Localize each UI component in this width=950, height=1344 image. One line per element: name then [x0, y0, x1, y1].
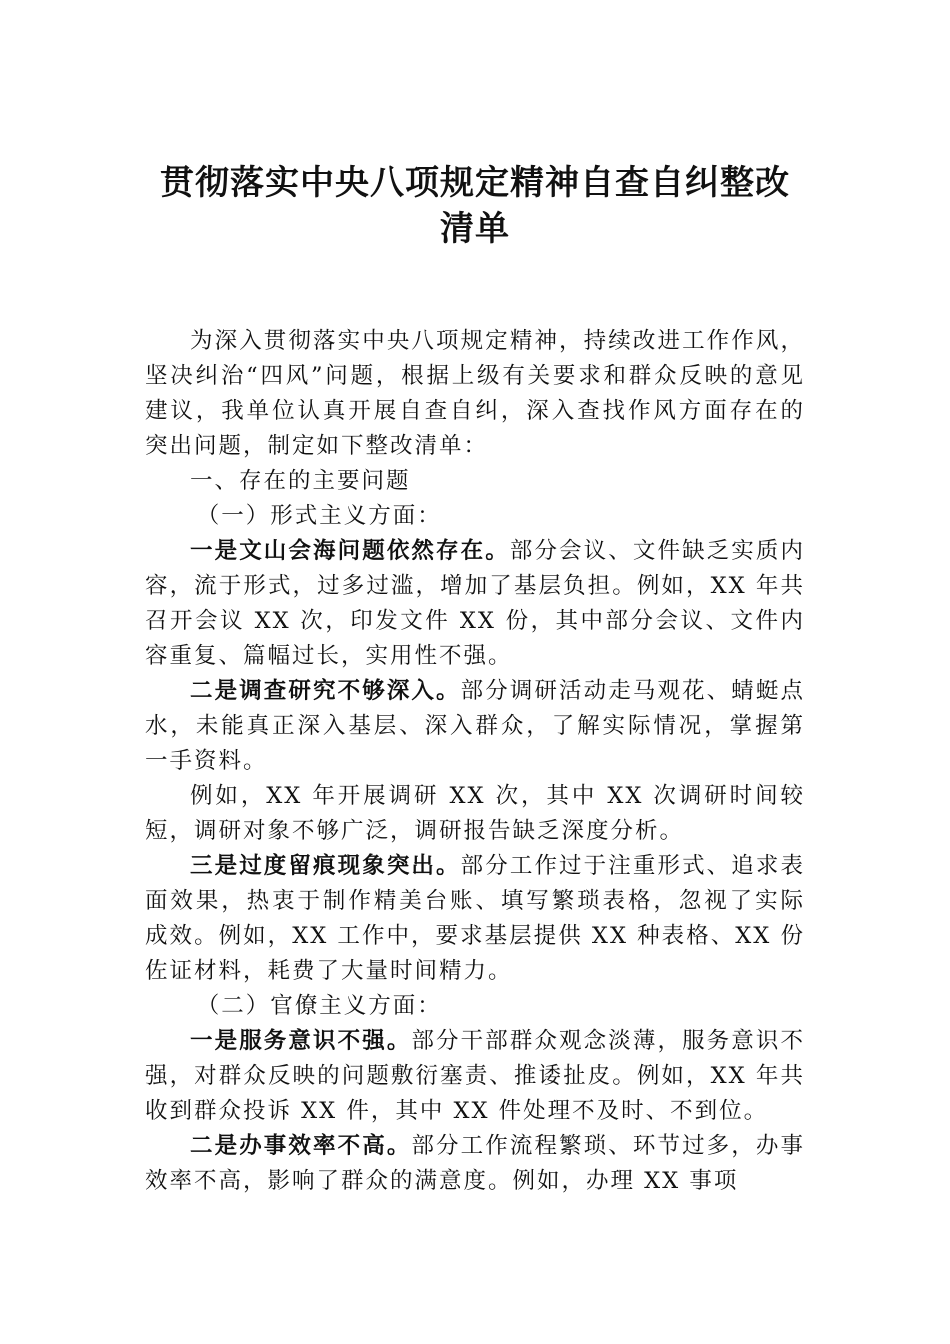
paragraph-3 — [145, 849, 805, 989]
paragraph-4-text: 部分干部群众观念淡薄，服务意识不强，对群众反映的问题敷衍塞责、推诿扯皮。例如，XX 年共收到群众投诉 XX 件，其中 XX 件处理不及时、不到位。 — [145, 1028, 805, 1124]
subsection1-heading: （一）形式主义方面： — [196, 503, 442, 529]
paragraph-5-text: 部分工作流程繁琐、环节过多，办事效率不高，影响了群众的满意度。例如，办理 XX 事项 — [145, 1133, 805, 1194]
paragraph-5-lead: 二是办事效率不高。 — [190, 1133, 412, 1159]
document-title-line1: 贯彻落实中央八项规定精神自查自纠整改 — [160, 163, 790, 203]
paragraph-3-lead: 三是过度留痕现象突出。 — [190, 853, 461, 879]
paragraph-2-lead: 二是调查研究不够深入。 — [190, 678, 461, 704]
document-title-line2: 清单 — [440, 209, 510, 249]
paragraph-1 — [145, 534, 805, 674]
section1-heading: 一、存在的主要问题 — [190, 468, 411, 494]
paragraph-3-text: 部分工作过于注重形式、追求表面效果，热衷于制作精美台账、填写繁琐表格，忽视了实际成效。例如，XX 工作中，要求基层提供 XX 种表格、XX 份佐证材料，耗费了大量时间精力。 — [145, 853, 805, 984]
paragraph-2-text: 部分调研活动走马观花、蜻蜓点水，未能真正深入基层、深入群众，了解实际情况，掌握第一手资料。 — [145, 678, 805, 774]
paragraph-2b: 例如，XX 年开展调研 XX 次，其中 XX 次调研时间较短，调研对象不够广泛，调研报告缺乏深度分析。 — [145, 783, 805, 844]
intro-paragraph: 为深入贯彻落实中央八项规定精神，持续改进工作作风，坚决纠治“四风”问题，根据上级有关要求和群众反映的意见建议，我单位认真开展自查自纠，深入查找作风方面存在的突出问题，制定如下整改清单： — [145, 328, 805, 459]
paragraph-2 — [145, 674, 805, 779]
paragraph-1-text: 部分会议、文件缺乏实质内容，流于形式，过多过滥，增加了基层负担。例如，XX 年共召开会议 XX 次，印发文件 XX 份，其中部分会议、文件内容重复、篇幅过长，实用性不强。 — [145, 538, 805, 669]
document-body — [145, 324, 805, 1199]
paragraph-4 — [145, 1024, 805, 1129]
paragraph-1-lead: 一是文山会海问题依然存在。 — [190, 538, 510, 564]
subsection2-heading: （二）官僚主义方面： — [196, 993, 442, 1019]
paragraph-4-lead: 一是服务意识不强。 — [190, 1028, 412, 1054]
paragraph-5 — [145, 1129, 805, 1199]
